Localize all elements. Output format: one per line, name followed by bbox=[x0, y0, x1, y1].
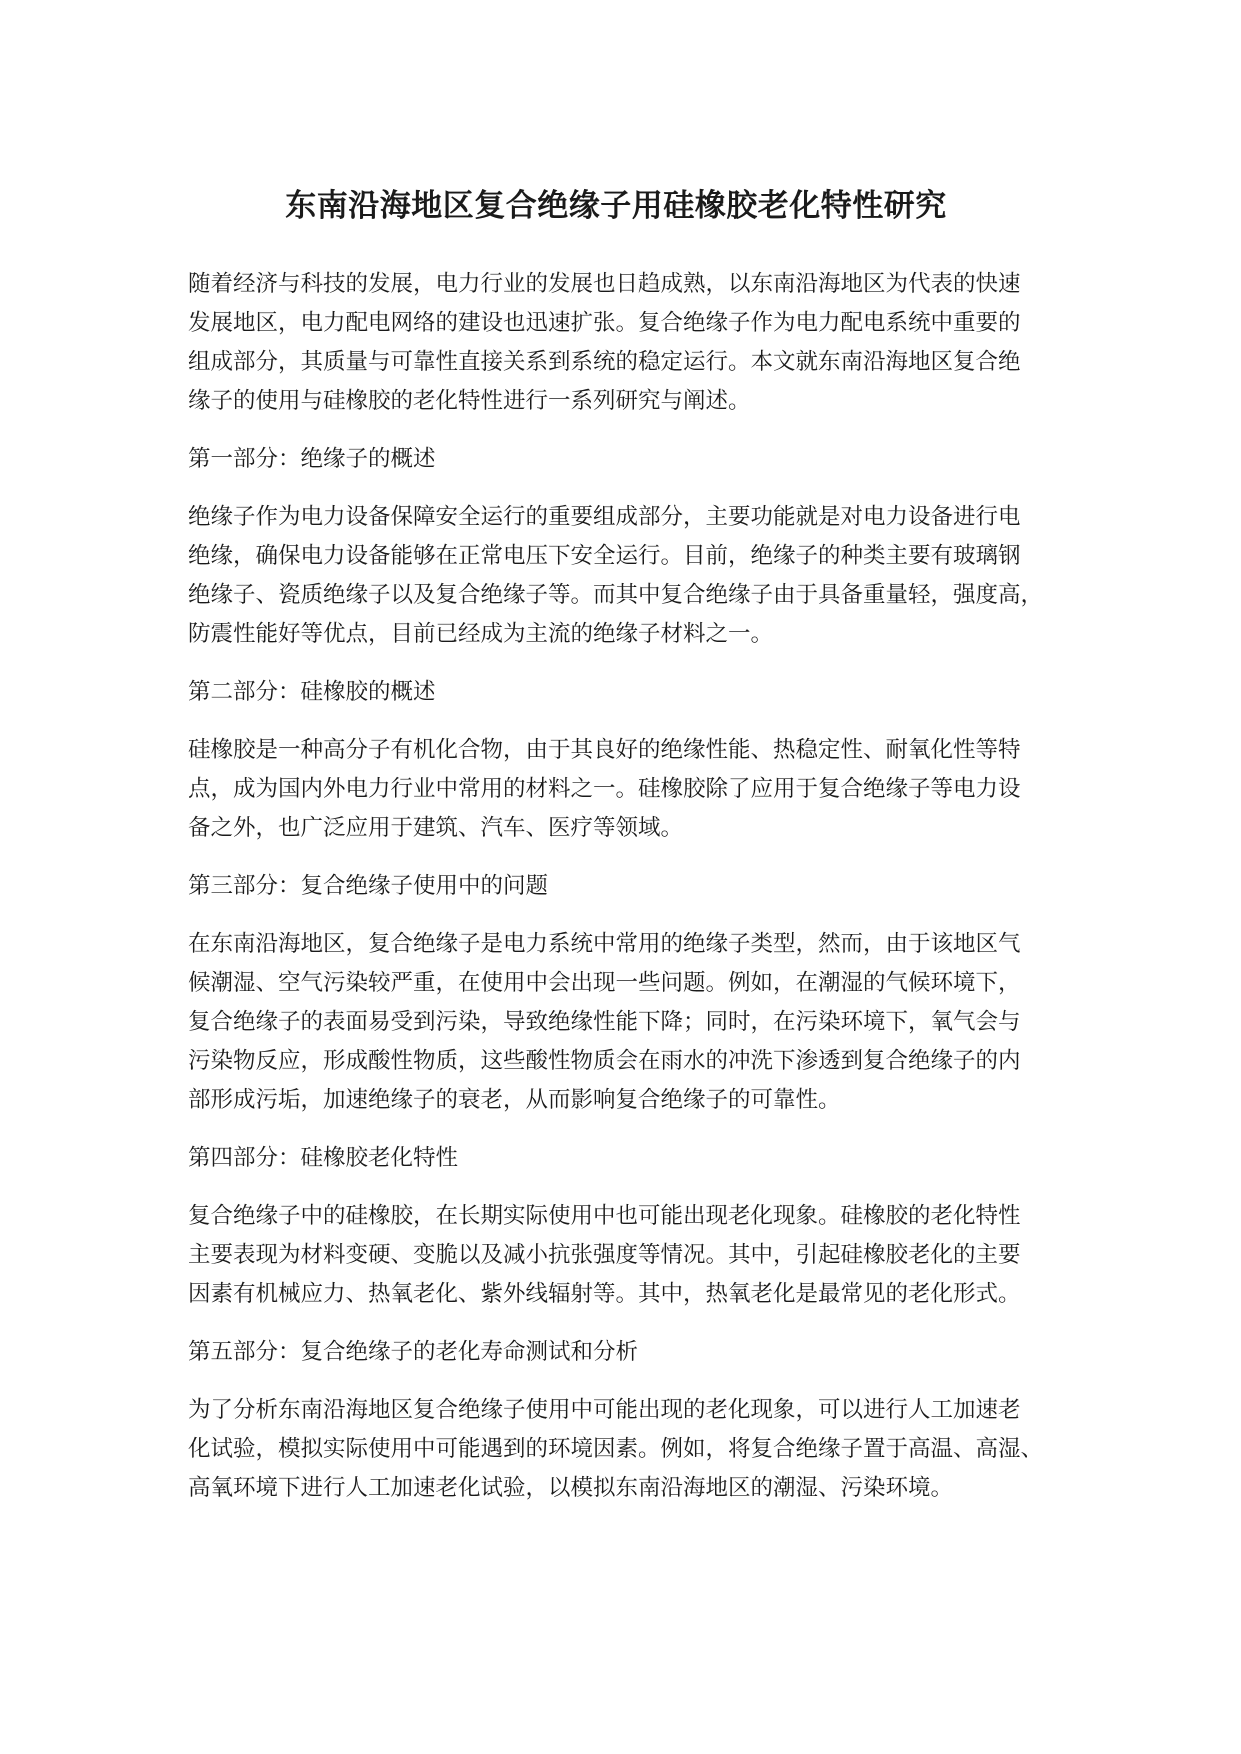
text-line: 在东南沿海地区，复合绝缘子是电力系统中常用的绝缘子类型，然而，由于该地区气 bbox=[188, 931, 1021, 957]
text-line: 点，成为国内外电力行业中常用的材料之一。硅橡胶除了应用于复合绝缘子等电力设 bbox=[188, 776, 1021, 802]
text-line: 缘子的使用与硅橡胶的老化特性进行一系列研究与阐述。 bbox=[188, 388, 751, 414]
document-title: 东南沿海地区复合绝缘子用硅橡胶老化特性研究 bbox=[285, 188, 947, 224]
text-line: 污染物反应，形成酸性物质，这些酸性物质会在雨水的冲洗下渗透到复合绝缘子的内 bbox=[188, 1048, 1021, 1074]
text-line: 绝缘子、瓷质绝缘子以及复合绝缘子等。而其中复合绝缘子由于具备重量轻，强度高， bbox=[188, 582, 1044, 608]
section-heading-5: 第五部分：复合绝缘子的老化寿命测试和分析 bbox=[188, 1339, 639, 1365]
intro-paragraph bbox=[188, 265, 1068, 421]
text-line: 高氧环境下进行人工加速老化试验，以模拟东南沿海地区的潮湿、污染环境。 bbox=[188, 1475, 954, 1501]
text-line: 硅橡胶是一种高分子有机化合物，由于其良好的绝缘性能、热稳定性、耐氧化性等特 bbox=[188, 737, 1021, 763]
text-line: 因素有机械应力、热氧老化、紫外线辐射等。其中，热氧老化是最常见的老化形式。 bbox=[188, 1281, 1021, 1307]
section-paragraph-5 bbox=[188, 1391, 1068, 1508]
text-line: 防震性能好等优点，目前已经成为主流的绝缘子材料之一。 bbox=[188, 621, 774, 647]
section-paragraph-1 bbox=[188, 498, 1068, 654]
text-line: 化试验，模拟实际使用中可能遇到的环境因素。例如，将复合绝缘子置于高温、高湿、 bbox=[188, 1436, 1044, 1462]
text-line: 组成部分，其质量与可靠性直接关系到系统的稳定运行。本文就东南沿海地区复合绝 bbox=[188, 349, 1021, 375]
section-paragraph-3 bbox=[188, 925, 1068, 1120]
section-paragraph-4 bbox=[188, 1197, 1068, 1314]
section-paragraph-2 bbox=[188, 731, 1068, 848]
text-line: 绝缘，确保电力设备能够在正常电压下安全运行。目前，绝缘子的种类主要有玻璃钢 bbox=[188, 543, 1021, 569]
text-line: 复合绝缘子的表面易受到污染，导致绝缘性能下降；同时，在污染环境下，氧气会与 bbox=[188, 1009, 1021, 1035]
section-heading-2: 第二部分：硅橡胶的概述 bbox=[188, 679, 436, 705]
text-line: 备之外，也广泛应用于建筑、汽车、医疗等领域。 bbox=[188, 815, 684, 841]
text-line: 复合绝缘子中的硅橡胶，在长期实际使用中也可能出现老化现象。硅橡胶的老化特性 bbox=[188, 1203, 1021, 1229]
section-heading-4: 第四部分：硅橡胶老化特性 bbox=[188, 1145, 459, 1171]
section-heading-1: 第一部分：绝缘子的概述 bbox=[188, 446, 436, 472]
text-line: 部形成污垢，加速绝缘子的衰老，从而影响复合绝缘子的可靠性。 bbox=[188, 1087, 841, 1113]
text-line: 绝缘子作为电力设备保障安全运行的重要组成部分，主要功能就是对电力设备进行电 bbox=[188, 504, 1021, 530]
text-line: 发展地区，电力配电网络的建设也迅速扩张。复合绝缘子作为电力配电系统中重要的 bbox=[188, 310, 1021, 336]
text-line: 主要表现为材料变硬、变脆以及减小抗张强度等情况。其中，引起硅橡胶老化的主要 bbox=[188, 1242, 1021, 1268]
text-line: 候潮湿、空气污染较严重，在使用中会出现一些问题。例如，在潮湿的气候环境下， bbox=[188, 970, 1021, 996]
document-page bbox=[188, 180, 1068, 1527]
text-line: 为了分析东南沿海地区复合绝缘子使用中可能出现的老化现象，可以进行人工加速老 bbox=[188, 1397, 1021, 1423]
text-line: 随着经济与科技的发展，电力行业的发展也日趋成熟，以东南沿海地区为代表的快速 bbox=[188, 271, 1021, 297]
section-heading-3: 第三部分：复合绝缘子使用中的问题 bbox=[188, 873, 549, 899]
